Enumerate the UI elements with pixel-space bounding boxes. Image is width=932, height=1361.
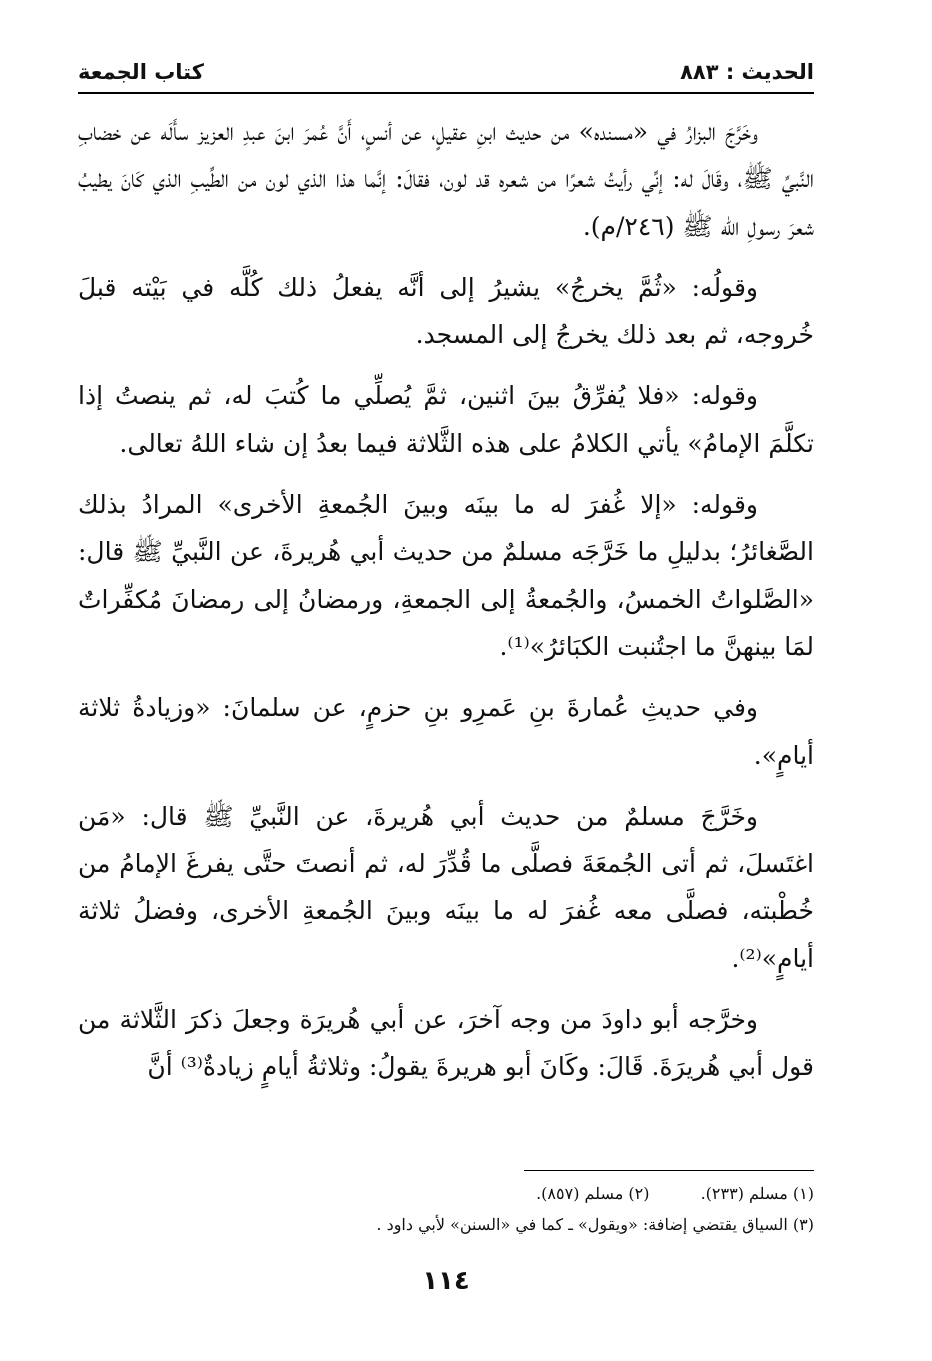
paragraph: وفي حديثِ عُمارةَ بنِ عَمرِو بنِ حزمٍ، عن سلمانَ: «وزيادةُ ثلاثة أيامٍ».: [78, 693, 814, 770]
footnote-divider: [524, 1170, 814, 1171]
paragraph: وخرَّجه أبو داودَ من وجه آخرَ، عن أبي هُريرَة وجعلَ ذكرَ الثَّلاثة من قول أبي هُريرَةَ. قَالَ: وكَانَ أبو هريرةَ يقولُ: وثلاثةُ أيامٍ زيادةٌ⁽³⁾ أنَّ: [78, 1005, 814, 1082]
footnotes: [78, 1178, 814, 1240]
footnote-3: (٣) السياق يقتضي إضافة: «ويقول» ـ كما في «السنن» لأبي داود .: [376, 1215, 814, 1234]
page-number: ١١٤: [422, 1266, 470, 1296]
running-header: [78, 58, 814, 90]
book-title: كتاب الجمعة: [78, 60, 204, 84]
hadith-reference: الحديث : ٨٨٣: [680, 60, 814, 84]
paragraph: وقولُه: «ثُمَّ يخرجُ» يشيرُ إلى أنَّه يفعلُ ذلك كُلَّه في بَيْته قبلَ خُروجه، ثم بعد ذلك يخرجُ إلى المسجد.: [78, 272, 814, 350]
footnote-2: (٢) مسلم (٨٥٧).: [536, 1184, 650, 1203]
paragraph: وخَرَّجَ مسلمٌ من حديث أبي هُريرةَ، عن النَّبيِّ ﷺ قال: «مَن اغتَسلَ، ثم أتى الجُمعَةَ فصلَّى ما قُدِّرَ له، ثم أنصتَ حتَّى يفرغَ الإمامُ من خُطْبته، فصلَّى معه غُفرَ له ما بينَه وبينَ الجُمعةِ الأخرى، وفضلُ ثلاثة أيامٍ»⁽²⁾.: [78, 801, 814, 973]
footnote-line: [78, 1209, 814, 1240]
footnote-1: (١) مسلم (٢٣٣).: [700, 1184, 814, 1203]
book-page: [78, 58, 814, 1348]
paragraph: وقوله: «فلا يُفرِّقُ بينَ اثنين، ثمَّ يُصلِّي ما كُتبَ له، ثم ينصتُ إذا تكلَّمَ الإمامُ» يأتي الكلامُ على هذه الثَّلاثة فيما بعدُ إن شاء اللهُ تعالى.: [78, 381, 814, 458]
paragraph: وخَرَّجَ البزارُ في «مسنده» من حديث ابنِ عقيلٍ، عن أنسٍ، أَنَّ عُمرَ ابنَ عبدِ العزيز سأَلَه عن خضابِ النَّبيِّ ﷺ، وقَالَ له: إنِّي رأيتُ شعرًا من شعره قد لون، فقالَ: إنَّما هذا الذي لون من الطِّيبِ الذي كَانَ يطيبُ شعرَ رسولِ الله ﷺ (٢٤٦/م).: [78, 117, 814, 241]
main-text: [78, 108, 814, 1091]
header-divider: [78, 92, 814, 94]
paragraph: وقوله: «إلا غُفرَ له ما بينَه وبينَ الجُمعةِ الأخرى» المرادُ بذلك الصَّغائرُ؛ بدليلِ ما خَرَّجَه مسلمٌ من حديث أبي هُريرةَ، عن النَّبيِّ ﷺ قال: «الصَّلواتُ الخمسُ، والجُمعةُ إلى الجمعةِ، ورمضانُ إلى رمضانَ مُكفِّراتٌ لمَا بينهنَّ ما اجتُنبت الكبَائرُ»⁽¹⁾.: [78, 490, 814, 661]
footnote-line: [78, 1178, 814, 1209]
